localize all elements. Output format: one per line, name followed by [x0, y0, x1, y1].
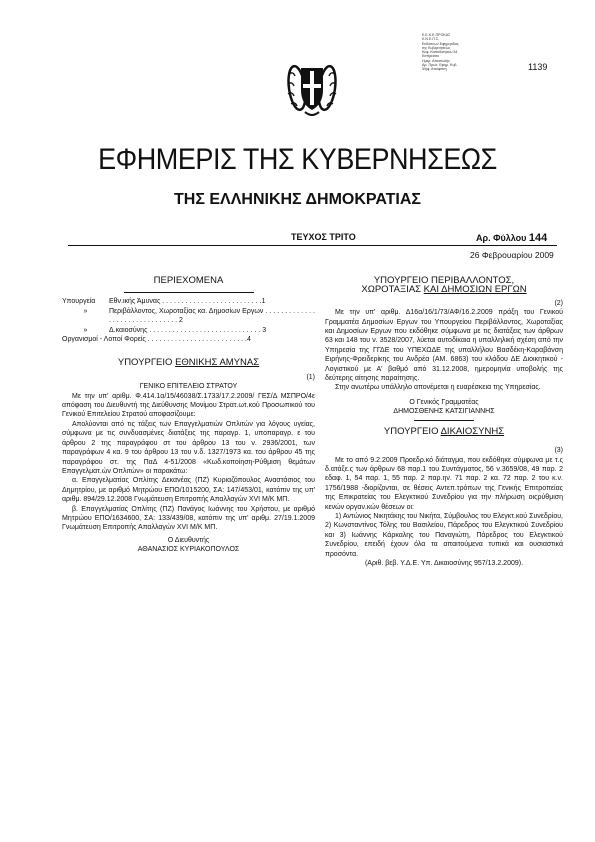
left-column — [62, 264, 315, 555]
newspaper-subtitle: ΤΗΣ ΕΛΛΗΝΙΚΗΣ ΔΗΜΟΚΡΑΤΙΑΣ — [174, 191, 421, 208]
defence-heading — [62, 358, 315, 367]
heading-prefix: ΧΩΡΟΤΑΞΙΑΣ — [361, 284, 424, 296]
toc-row — [62, 307, 315, 326]
stamp-line: Ψηφ. Απόφαση — [422, 67, 447, 72]
issue-label: ΤΕΥΧΟΣ ΤΡΙΤΟ — [291, 232, 356, 242]
environment-heading-line1: ΥΠΟΥΡΓΕΙΟ ΠΕΡΙΒΑΛΛΟΝΤΟΣ, — [373, 275, 515, 286]
paragraph: Στην ανωτέρω υπάλληλο απονέμεται η ευαρέσκεια της Υπηρεσίας. — [335, 384, 541, 392]
toc-entry: . . . . . . . . . . . . . . . . . . . . . . . . . .4 — [147, 336, 251, 344]
paragraph: Με το από 9.2.2009 Προεδρ.κό διάταγμα, που εκδόθηκε σύμφωνα με τ.ς δ.ατάξε.ς των άρθρων 68 παρ.1 του Συντάγματος, 56 ν.3659/08, 49 παρ. 2 εδαφ. 1, 54 παρ. 1, 55 παρ. 2 παρ.ην. 71 παρ. 2 κα. 72 παρ. 2 του κ.ν. 1756/1988 -διορίζονται, σε θέσεις Αντεπ.τρόπων της Γενικής Επιτροπείας της Επικρατείας του Ελεγκτικού Συνεδρίου για την πλήρωση οιςρύθμιση κενών οργαν.κών θέσεων οι: — [325, 456, 563, 511]
paragraph: Με την υπ' αριθμ. Δ16α/16/1/73/ΑΦ/16.2.2009 πράξη του Γενικού Γραμματέα Δημοσίων Εργων του Υπουργείου Περιβάλλοντος, Χωροταξίας και Δημοσίων Εργων που εκδόθηκε σύμφωνα με τις διατάξεις των άρθρων 63 και 148 του ν. 3528/2007, λύεται αυτοδίκαια η υπαλληλική σχέση από την Υπηρεσία της ΓΓΔΕ του ΥΠΕΧΩΔΕ της υπαλλήλου Βασδέκη-Καραβάνση Ειρήνης-Φρειδερίκης του Ανδρέα (ΑΜ. 6863) του κλάδου ΔΕ Διοικητικού - Λογιστικού με Α' βαθμό από 31.12.2008, ημερομηνία υποβολής της δεύτερης αίτησης παραίτησης. — [325, 309, 563, 383]
stamp-line: Κ.Ν.Ε.Π.Σ. — [422, 37, 440, 42]
environment-heading-line2 — [325, 285, 563, 294]
toc-row — [62, 297, 315, 306]
heading-ministry: ΚΑΙ ΔΗΜΟΣΙΩΝ ΕΡΓΩΝ — [423, 284, 527, 296]
decision-number: (1) — [306, 373, 315, 381]
heading-ministry: ΕΘΝΙΚΗΣ ΑΜΥΝΑΣ — [175, 357, 260, 369]
toc-entry: Περιβάλλοντος, Χωροταξίας κα. Δημοσίων Εργων . . . . . . . . . . . . . . . . . . . . . . . . . . . . . . . 2 — [109, 307, 315, 325]
toc-category: Υπουργεία — [62, 298, 96, 306]
sheet-label: Αρ. Φύλλου — [476, 233, 527, 243]
decision-number: (2) — [554, 299, 563, 307]
sheet-number — [476, 232, 547, 244]
section-divider — [414, 420, 474, 421]
toc-row — [62, 335, 315, 344]
toc-row — [62, 326, 315, 335]
header-rule — [68, 245, 557, 246]
signature-role: Ο Γενικός Γραμματέας — [409, 398, 479, 406]
heading-ministry: ΔΙΚΑΙΟΣΥΝΗΣ — [440, 425, 505, 437]
contents-heading: ΠΕΡΙΕΧΟΜΕΝΑ — [153, 275, 224, 286]
paragraph: Απολύονται από τις τάξεις των Επαγγελματιών Οπλιτών για λόγους υγείας, σύμφωνα με τις συνδυασμένες διατάξεις της παραγρ. 1, υποπαραγρ. ε του άρθρου 2 της παραγράφου στ του άρθρου 13 του ν. 2936/2001, των παραγράφων 4 κα. 9 του άρθρου 13 του ν.δ. 1327/1973 κα. του άρθρου 45 της παραγράφου στ. της ΠαΔ 4-51/2008 «Κωδ.κοποίηση-Ρύθμιση θεμάτων Επαγγελματ.ών Οπλιτών» οι παρακάτω: — [62, 420, 315, 475]
greek-coat-of-arms-icon — [283, 54, 341, 118]
sheet-value: 144 — [528, 232, 548, 244]
decision-number: (3) — [554, 447, 563, 455]
signature-name: ΔΗΜΟΣΘΕΝΗΣ ΚΑΤΣΙΓΙΑΝΝΗΣ — [393, 408, 495, 416]
distribution-stamp — [422, 33, 482, 72]
footnote: (Αριθ. βεβ. Υ.Δ.Ε. Υπ. Δικαιοσύνης 957/13.2.2009). — [364, 559, 524, 567]
toc-category: » — [83, 307, 88, 315]
stamp-line: Κεφ. Καποδιστρίου 34 — [422, 50, 458, 55]
stamp-line: Αρ. Πρωτ. Εφημ. Κυβ. — [422, 63, 458, 68]
issue-date: 26 Φεβρουαρίου 2009 — [470, 250, 554, 260]
signature-role: Ο Διευθυντής — [167, 536, 210, 544]
toc-entry: Δ.καιοσύνης . . . . . . . . . . . . . . . . . . . . . . . . . . . . . 3 — [109, 326, 267, 334]
contents-rule — [124, 292, 254, 293]
stamp-line: Εσπρέσσο — [422, 54, 440, 59]
right-column — [325, 264, 563, 568]
paragraph: α. Επαγγελματίας Οπλίτης Δεκανέας (ΠΖ) Κυριαζόπουλος Αναστάσιος του Δημητρίου, με αριθμό Μητρώου ΕΠΟ/1015200, ΣΑ: 147/453/01, κατόπιν της υπ' αριθμ. 894/29.12.2008 Γνωμάτευση Επιτροπής Απαλλαγών XVI Μ/Κ ΜΠ. — [62, 477, 315, 504]
newspaper-title: ΕΦΗΜΕΡΙΣ ΤΗΣ ΚΥΒΕΡΝΗΣΕΩΣ — [98, 143, 497, 176]
stamp-line: Ε.Ε.Κ.Ε.ΠΡΟΚΑΣ — [422, 33, 451, 37]
toc-category: » — [83, 326, 88, 334]
paragraph: Με την υπ' αριθμ. Φ.414.1α/15/46038/Σ.1733/17.2.2009/ ΓΕΣ/Δ ΜΣΠΡΟ/4ε απόφαση του Διευθυντή της Διεύθυνσης Μονίμου Στρατ.ωτ.κού Προσωπικού του Γενικού Επιτελείου Στρατού αποφασίζουμε: — [62, 392, 315, 419]
toc-entry: Εθν.ικής Άμυνας . . . . . . . . . . . . . . . . . . . . . . . . . .1 — [109, 298, 266, 306]
stamp-line: της Κυβερνήσεως — [422, 45, 451, 50]
stamp-line: Εκδόσεων Εφημερίδας — [422, 41, 459, 46]
page-number: 1139 — [528, 62, 548, 72]
stamp-line: Ημερ. Αποστολής — [422, 58, 450, 63]
toc-category: Οργανισμοί - Λοποί Φορείς — [62, 336, 146, 344]
paragraph: β. Επαγγελματίας Οπλίτης (ΠΖ) Πανάγος Ιωάννης του Χρήστου, με αριθμό Μητρώου ΕΠΟ/1634600, ΣΑ: 133/439/08, κατόπιν της υπ' αριθμ. 27/19.1.2009 Γνωμάτευση Επιτροπής Απαλλαγών XVI Μ/Κ ΜΠ. — [62, 505, 315, 532]
heading-prefix: ΥΠΟΥΡΓΕΙΟ — [117, 357, 176, 369]
heading-prefix: ΥΠΟΥΡΓΕΙΟ — [383, 425, 441, 437]
justice-heading — [325, 427, 563, 436]
paragraph: 1) Αντώνιος Νικητάκης του Νικήτα, Σύμβουλος του Ελεγκτ.κού Συνεδρίου, 2) Κωνσταντίνος Τόλης του Βασιλείου, Πάρεδρος του Ελεγκτικού Συνεδρίου και 3) Ιωάννης Κάρκαλης του Παναγιώτη, Πάρεδρος του Ελεγκτικού Συνεδρίου, επειδή έχουν όλα τα απαιτούμενα τυπικά και ουσιαστικά προσόντα. — [325, 512, 563, 558]
defence-subheading: ΓΕΝΙΚΟ ΕΠΙΤΕΛΕΙΟ ΣΤΡΑΤΟΥ — [139, 383, 238, 391]
signature-name: ΑΘΑΝΑΣΙΟΣ ΚΥΡΙΑΚΟΠΟΥΛΟΣ — [137, 546, 240, 554]
